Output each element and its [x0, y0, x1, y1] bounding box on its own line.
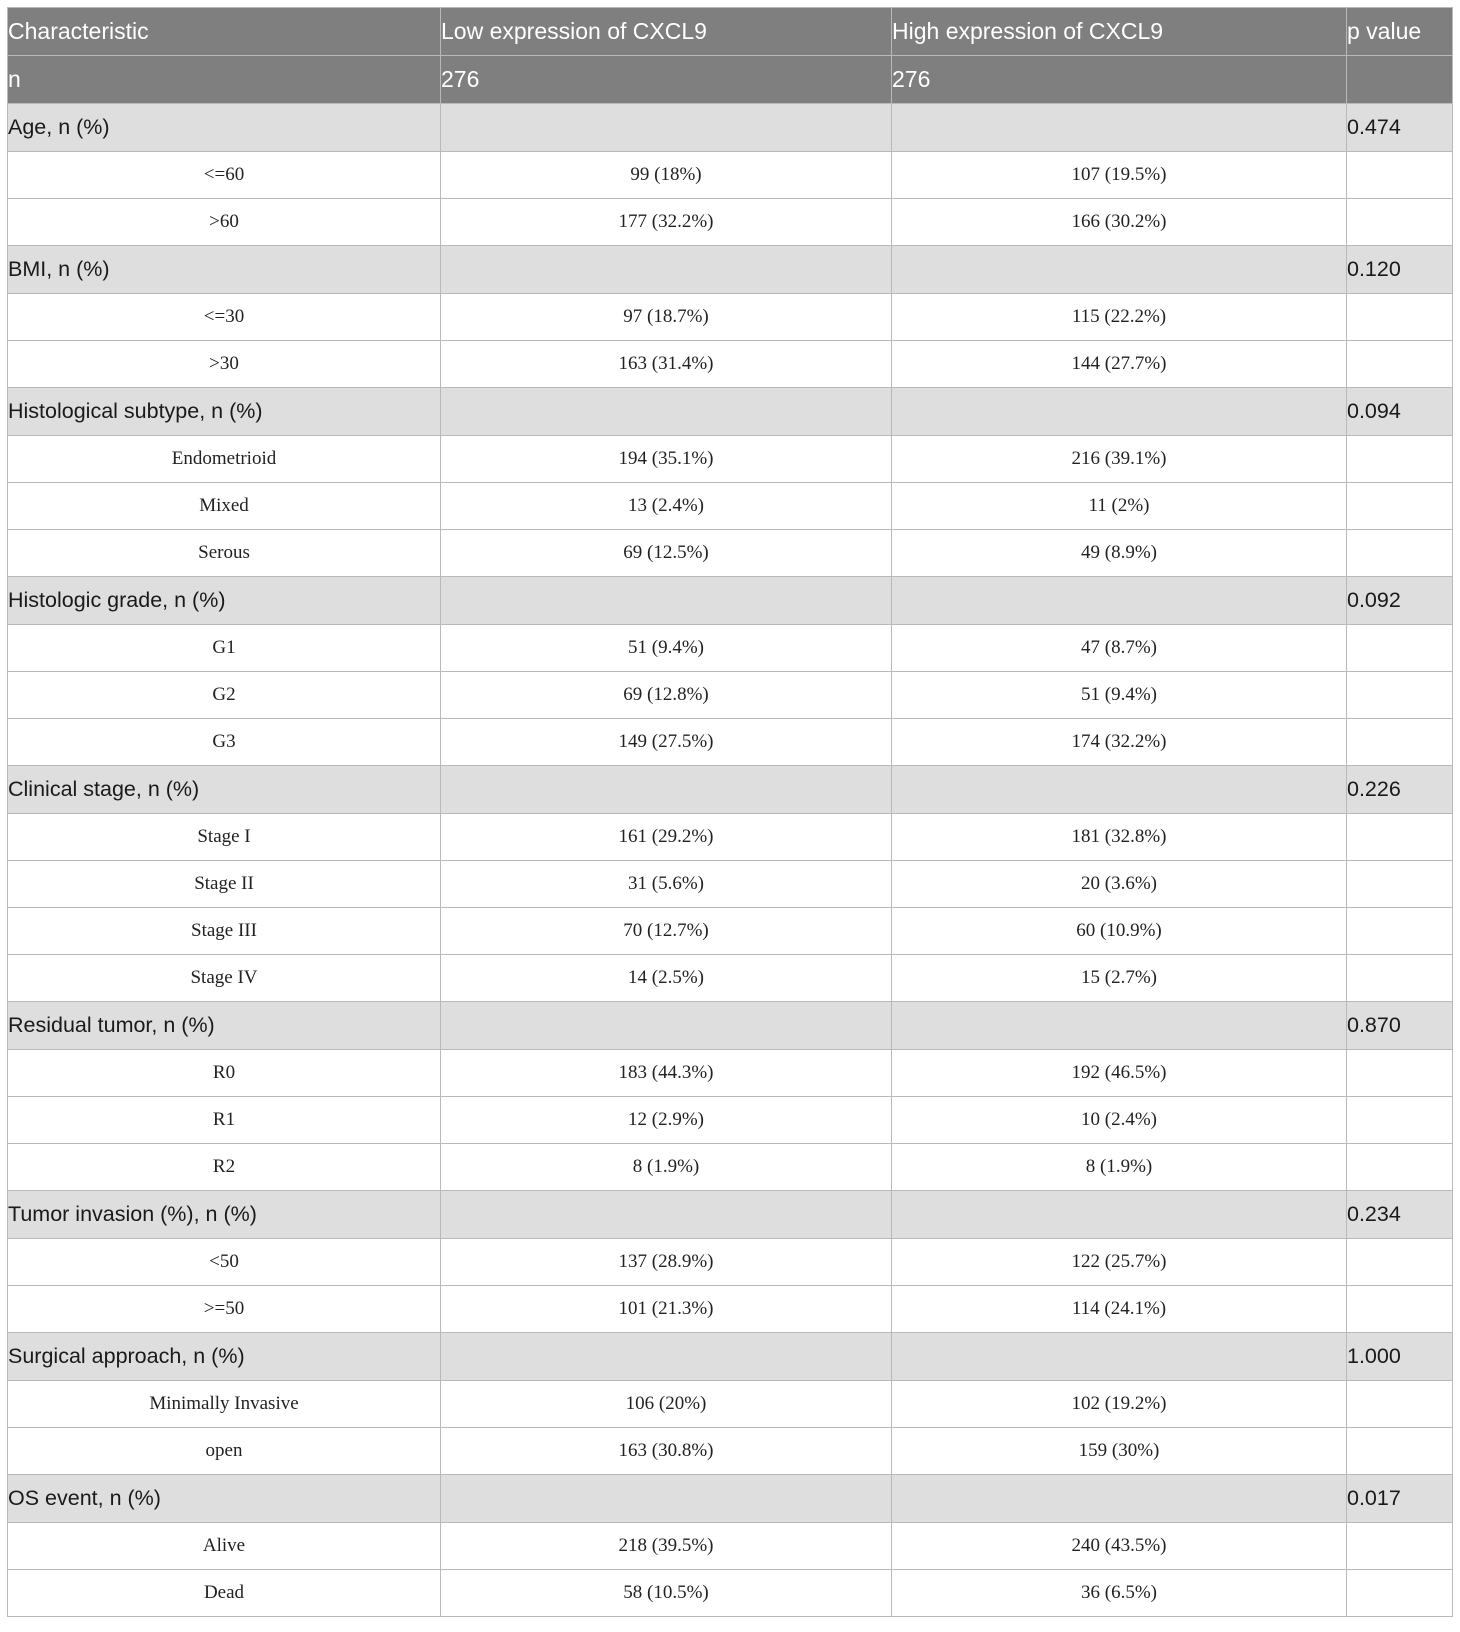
row-label: Stage III — [8, 908, 441, 955]
table-row — [8, 294, 1453, 341]
row-high-value: 174 (32.2%) — [892, 719, 1347, 766]
n-high: 276 — [892, 56, 1347, 104]
header-low-expression: Low expression of CXCL9 — [441, 8, 892, 56]
row-label: Mixed — [8, 483, 441, 530]
table-row — [8, 483, 1453, 530]
header-high-expression: High expression of CXCL9 — [892, 8, 1347, 56]
row-low-value: 177 (32.2%) — [441, 199, 892, 246]
row-label: G3 — [8, 719, 441, 766]
row-label: >30 — [8, 341, 441, 388]
row-p-empty — [1347, 530, 1453, 577]
row-low-value: 8 (1.9%) — [441, 1144, 892, 1191]
row-high-value: 107 (19.5%) — [892, 152, 1347, 199]
row-low-value: 106 (20%) — [441, 1381, 892, 1428]
table-row — [8, 908, 1453, 955]
row-p-empty — [1347, 1239, 1453, 1286]
row-label: Stage IV — [8, 955, 441, 1002]
row-low-value: 14 (2.5%) — [441, 955, 892, 1002]
row-high-value: 15 (2.7%) — [892, 955, 1347, 1002]
row-p-empty — [1347, 1523, 1453, 1570]
row-low-value: 149 (27.5%) — [441, 719, 892, 766]
row-high-value: 144 (27.7%) — [892, 341, 1347, 388]
table-row — [8, 719, 1453, 766]
category-label: Clinical stage, n (%) — [8, 766, 441, 814]
table-row — [8, 1381, 1453, 1428]
category-row — [8, 766, 1453, 814]
category-p-value: 0.234 — [1347, 1191, 1453, 1239]
row-label: Endometrioid — [8, 436, 441, 483]
row-high-value: 122 (25.7%) — [892, 1239, 1347, 1286]
category-high-empty — [892, 104, 1347, 152]
table-row — [8, 1286, 1453, 1333]
row-high-value: 11 (2%) — [892, 483, 1347, 530]
category-high-empty — [892, 1333, 1347, 1381]
category-p-value: 1.000 — [1347, 1333, 1453, 1381]
table-row — [8, 814, 1453, 861]
row-p-empty — [1347, 1097, 1453, 1144]
row-label: Stage II — [8, 861, 441, 908]
table-row — [8, 199, 1453, 246]
category-row — [8, 1191, 1453, 1239]
n-low: 276 — [441, 56, 892, 104]
row-label: G2 — [8, 672, 441, 719]
row-high-value: 47 (8.7%) — [892, 625, 1347, 672]
row-low-value: 163 (30.8%) — [441, 1428, 892, 1475]
table-body — [8, 104, 1453, 1617]
row-high-value: 49 (8.9%) — [892, 530, 1347, 577]
row-label: <50 — [8, 1239, 441, 1286]
row-label: Dead — [8, 1570, 441, 1617]
category-p-value: 0.092 — [1347, 577, 1453, 625]
row-p-empty — [1347, 1144, 1453, 1191]
row-p-empty — [1347, 625, 1453, 672]
row-high-value: 166 (30.2%) — [892, 199, 1347, 246]
row-label: Serous — [8, 530, 441, 577]
category-high-empty — [892, 766, 1347, 814]
row-label: Alive — [8, 1523, 441, 1570]
row-label: <=60 — [8, 152, 441, 199]
row-label: R1 — [8, 1097, 441, 1144]
row-low-value: 51 (9.4%) — [441, 625, 892, 672]
row-p-empty — [1347, 955, 1453, 1002]
category-row — [8, 388, 1453, 436]
row-p-empty — [1347, 483, 1453, 530]
row-label: R0 — [8, 1050, 441, 1097]
category-label: Histologic grade, n (%) — [8, 577, 441, 625]
row-p-empty — [1347, 294, 1453, 341]
row-low-value: 137 (28.9%) — [441, 1239, 892, 1286]
category-label: OS event, n (%) — [8, 1475, 441, 1523]
clinical-characteristics-table — [7, 7, 1453, 1617]
row-low-value: 218 (39.5%) — [441, 1523, 892, 1570]
category-p-value: 0.120 — [1347, 246, 1453, 294]
row-high-value: 159 (30%) — [892, 1428, 1347, 1475]
row-p-empty — [1347, 719, 1453, 766]
category-high-empty — [892, 577, 1347, 625]
category-row — [8, 104, 1453, 152]
row-label: >60 — [8, 199, 441, 246]
row-p-empty — [1347, 908, 1453, 955]
category-high-empty — [892, 388, 1347, 436]
category-low-empty — [441, 388, 892, 436]
category-row — [8, 246, 1453, 294]
category-p-value: 0.870 — [1347, 1002, 1453, 1050]
category-label: BMI, n (%) — [8, 246, 441, 294]
category-label: Age, n (%) — [8, 104, 441, 152]
n-row — [8, 56, 1453, 104]
table-row — [8, 152, 1453, 199]
row-high-value: 114 (24.1%) — [892, 1286, 1347, 1333]
row-label: G1 — [8, 625, 441, 672]
header-characteristic: Characteristic — [8, 8, 441, 56]
row-p-empty — [1347, 152, 1453, 199]
category-p-value: 0.017 — [1347, 1475, 1453, 1523]
category-low-empty — [441, 1191, 892, 1239]
row-low-value: 161 (29.2%) — [441, 814, 892, 861]
table-row — [8, 1144, 1453, 1191]
row-low-value: 194 (35.1%) — [441, 436, 892, 483]
category-low-empty — [441, 104, 892, 152]
row-high-value: 36 (6.5%) — [892, 1570, 1347, 1617]
row-p-empty — [1347, 1570, 1453, 1617]
category-row — [8, 1475, 1453, 1523]
row-p-empty — [1347, 341, 1453, 388]
row-high-value: 8 (1.9%) — [892, 1144, 1347, 1191]
row-high-value: 115 (22.2%) — [892, 294, 1347, 341]
category-p-value: 0.226 — [1347, 766, 1453, 814]
row-p-empty — [1347, 814, 1453, 861]
table-row — [8, 625, 1453, 672]
table-row — [8, 341, 1453, 388]
category-row — [8, 577, 1453, 625]
row-high-value: 216 (39.1%) — [892, 436, 1347, 483]
table-row — [8, 1570, 1453, 1617]
category-low-empty — [441, 766, 892, 814]
row-low-value: 58 (10.5%) — [441, 1570, 892, 1617]
row-low-value: 99 (18%) — [441, 152, 892, 199]
row-p-empty — [1347, 861, 1453, 908]
category-low-empty — [441, 1475, 892, 1523]
table-row — [8, 955, 1453, 1002]
table-row — [8, 861, 1453, 908]
row-label: Stage I — [8, 814, 441, 861]
n-label: n — [8, 56, 441, 104]
category-row — [8, 1333, 1453, 1381]
row-high-value: 181 (32.8%) — [892, 814, 1347, 861]
row-low-value: 31 (5.6%) — [441, 861, 892, 908]
row-p-empty — [1347, 1428, 1453, 1475]
row-p-empty — [1347, 1050, 1453, 1097]
row-high-value: 51 (9.4%) — [892, 672, 1347, 719]
category-p-value: 0.474 — [1347, 104, 1453, 152]
row-low-value: 163 (31.4%) — [441, 341, 892, 388]
row-low-value: 183 (44.3%) — [441, 1050, 892, 1097]
category-label: Tumor invasion (%), n (%) — [8, 1191, 441, 1239]
category-p-value: 0.094 — [1347, 388, 1453, 436]
row-p-empty — [1347, 199, 1453, 246]
category-label: Residual tumor, n (%) — [8, 1002, 441, 1050]
category-high-empty — [892, 1191, 1347, 1239]
table-row — [8, 530, 1453, 577]
row-low-value: 70 (12.7%) — [441, 908, 892, 955]
row-label: <=30 — [8, 294, 441, 341]
category-row — [8, 1002, 1453, 1050]
category-high-empty — [892, 246, 1347, 294]
row-low-value: 12 (2.9%) — [441, 1097, 892, 1144]
table-row — [8, 1050, 1453, 1097]
row-p-empty — [1347, 436, 1453, 483]
category-high-empty — [892, 1475, 1347, 1523]
table-row — [8, 1428, 1453, 1475]
header-p-value: p value — [1347, 8, 1453, 56]
row-label: open — [8, 1428, 441, 1475]
row-low-value: 97 (18.7%) — [441, 294, 892, 341]
category-label: Surgical approach, n (%) — [8, 1333, 441, 1381]
row-label: >=50 — [8, 1286, 441, 1333]
category-high-empty — [892, 1002, 1347, 1050]
category-low-empty — [441, 246, 892, 294]
row-label: R2 — [8, 1144, 441, 1191]
n-p — [1347, 56, 1453, 104]
row-high-value: 240 (43.5%) — [892, 1523, 1347, 1570]
row-high-value: 192 (46.5%) — [892, 1050, 1347, 1097]
row-label: Minimally Invasive — [8, 1381, 441, 1428]
row-p-empty — [1347, 1381, 1453, 1428]
table-row — [8, 436, 1453, 483]
category-label: Histological subtype, n (%) — [8, 388, 441, 436]
header-row — [8, 8, 1453, 56]
category-low-empty — [441, 1002, 892, 1050]
row-low-value: 101 (21.3%) — [441, 1286, 892, 1333]
row-p-empty — [1347, 1286, 1453, 1333]
row-high-value: 60 (10.9%) — [892, 908, 1347, 955]
row-high-value: 20 (3.6%) — [892, 861, 1347, 908]
table-row — [8, 1097, 1453, 1144]
row-high-value: 10 (2.4%) — [892, 1097, 1347, 1144]
table-header — [8, 8, 1453, 104]
row-low-value: 69 (12.5%) — [441, 530, 892, 577]
table-row — [8, 672, 1453, 719]
row-low-value: 13 (2.4%) — [441, 483, 892, 530]
row-p-empty — [1347, 672, 1453, 719]
row-high-value: 102 (19.2%) — [892, 1381, 1347, 1428]
table-row — [8, 1523, 1453, 1570]
category-low-empty — [441, 577, 892, 625]
row-low-value: 69 (12.8%) — [441, 672, 892, 719]
table-row — [8, 1239, 1453, 1286]
category-low-empty — [441, 1333, 892, 1381]
